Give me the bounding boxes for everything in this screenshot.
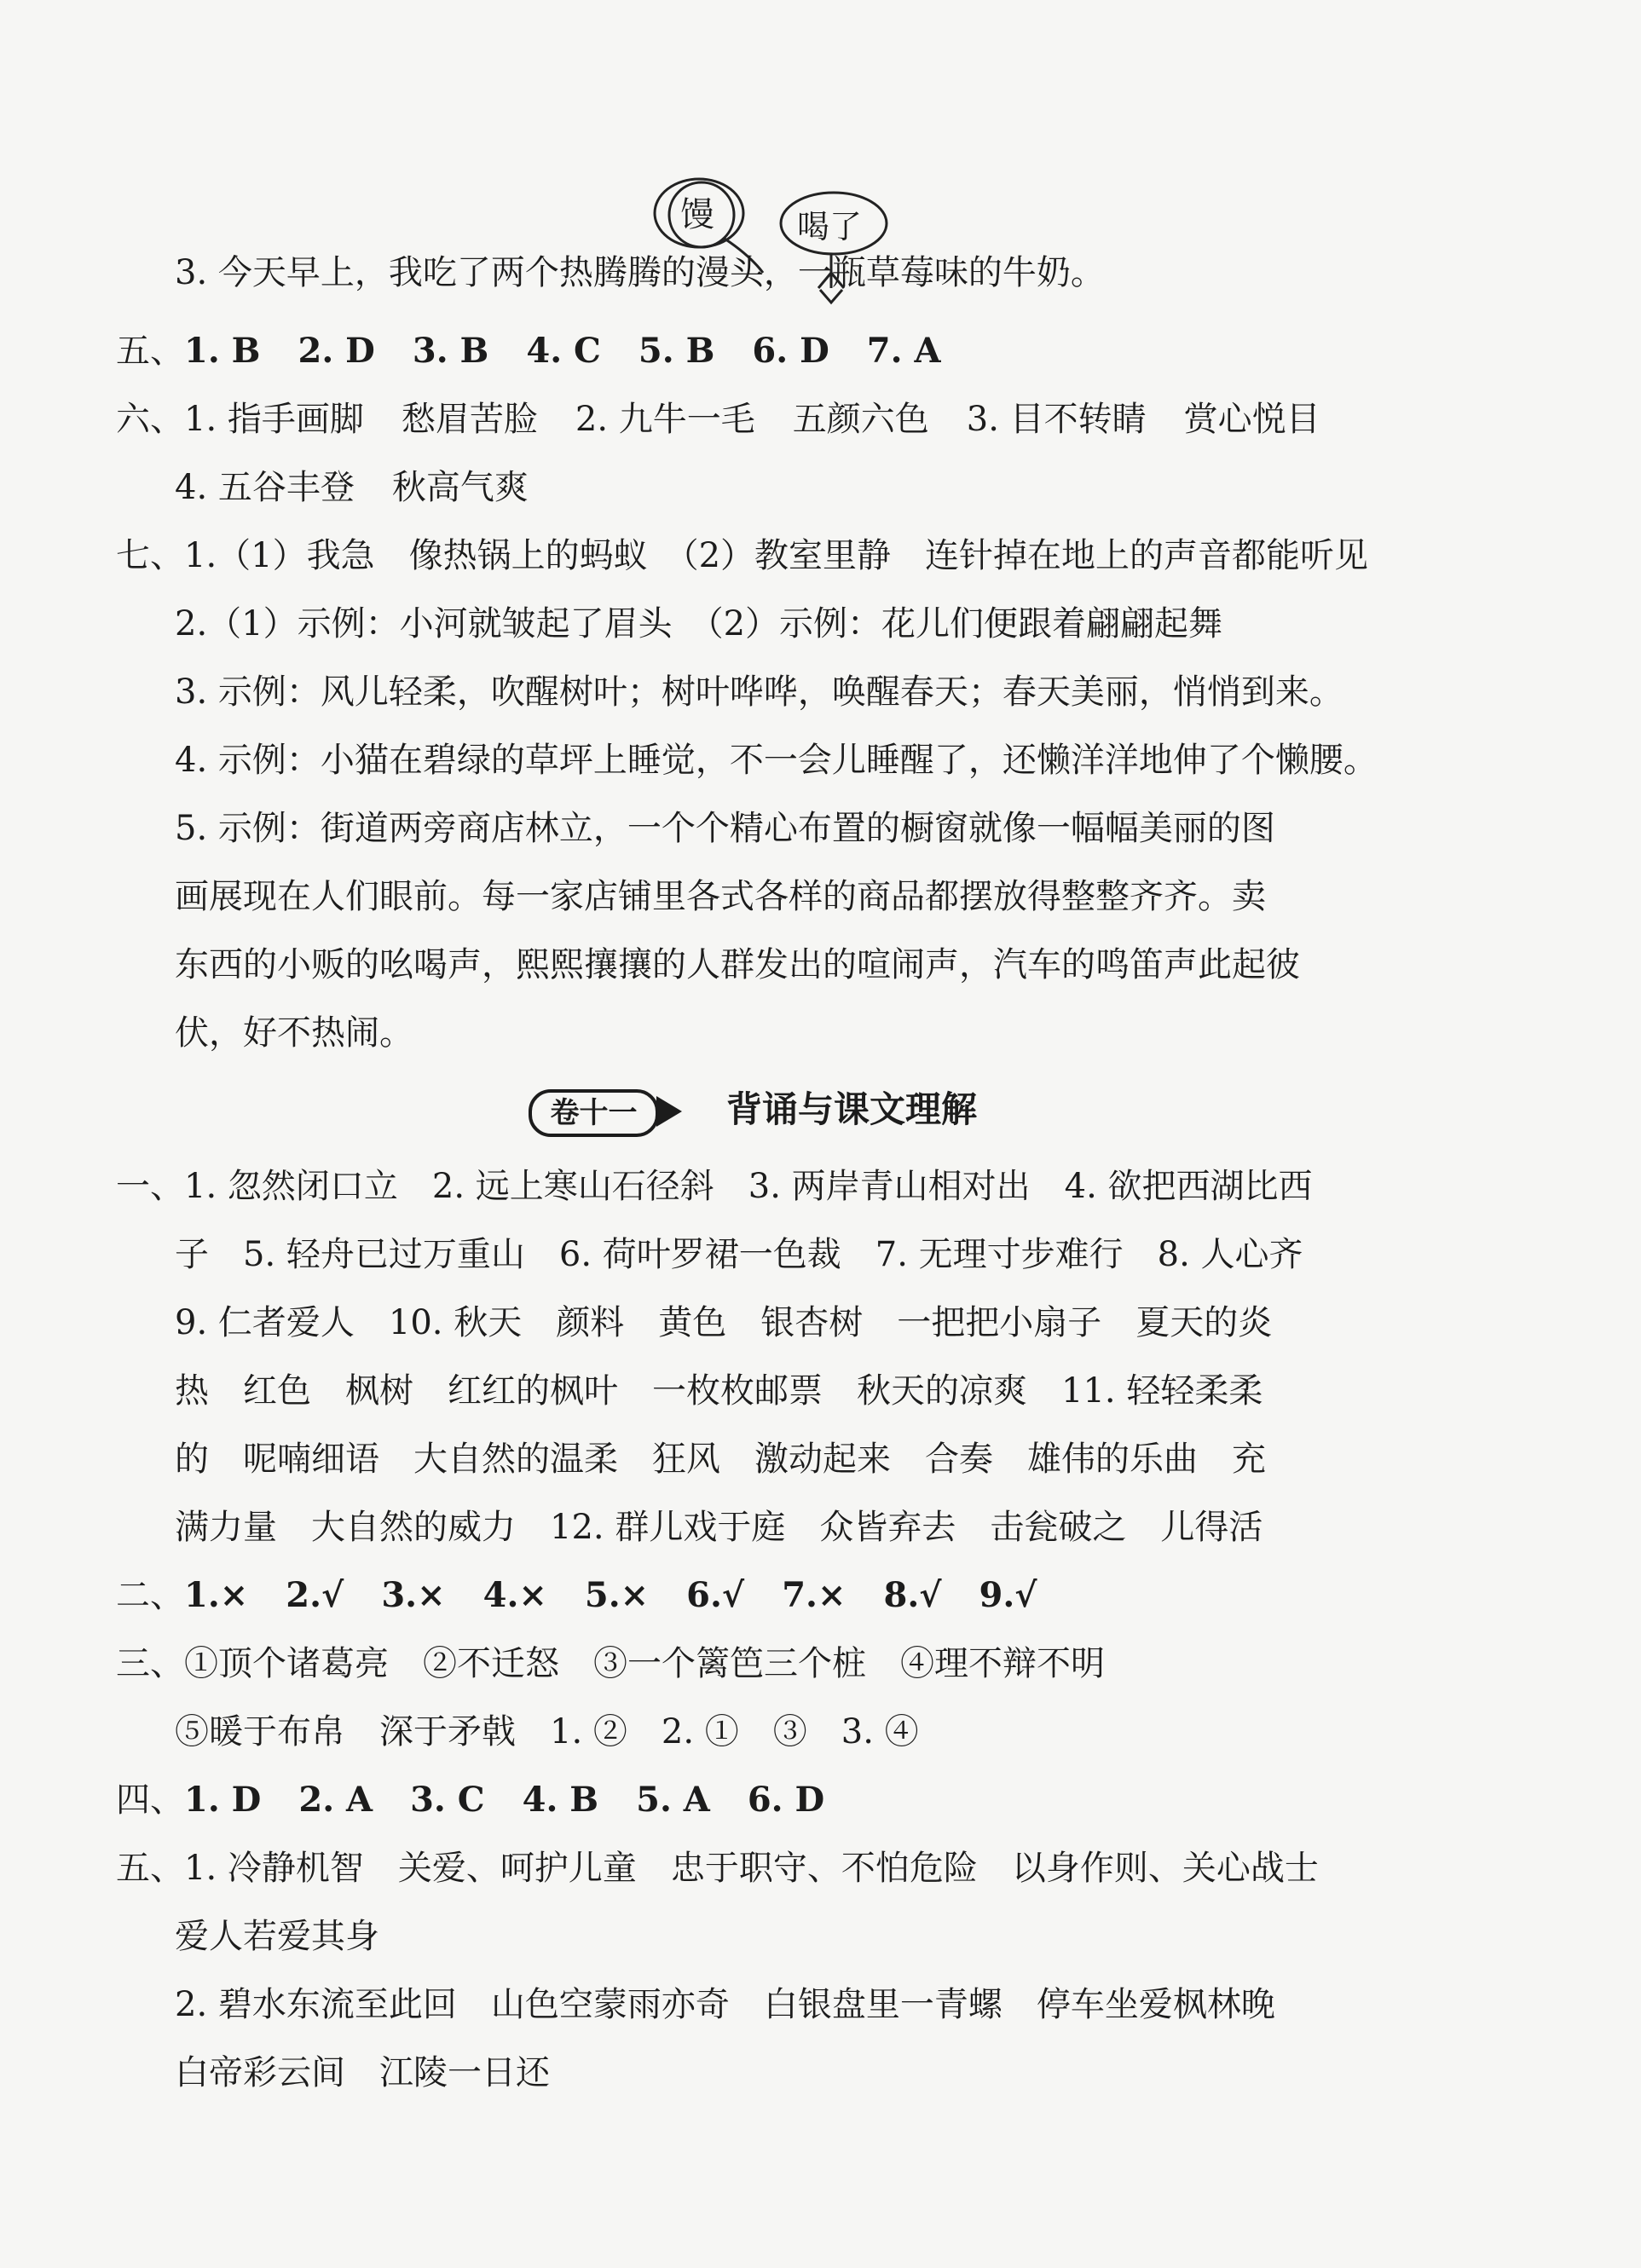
correction-text-1: 馒 [680, 195, 714, 234]
sec5-answer: 4. C [526, 331, 601, 371]
p2-sec2-answer: 9.√ [979, 1575, 1037, 1615]
p2-sec1-row3: 9. 仁者爱人 10. 秋天 颜料 黄色 银杏树 一把把小扇子 夏天的炎 [175, 1303, 1273, 1342]
correction-text-2: 喝了 [797, 208, 863, 245]
p2-sec1-row6: 满力量 大自然的威力 12. 群儿戏于庭 众皆弃去 击瓮破之 儿得活 [175, 1508, 1263, 1547]
sec7-row3: 3. 示例：风儿轻柔，吹醒树叶；树叶哗哗，唤醒春天；春天美丽，悄悄到来。 [175, 672, 1343, 712]
sec6-answer: 愁眉苦脸 [401, 400, 538, 439]
sec7-row7: 东西的小贩的吆喝声，熙熙攘攘的人群发出的喧闹声，汽车的鸣笛声此起彼 [175, 945, 1300, 984]
sec5-answer: 3. B [412, 331, 489, 371]
p2-sec2-answer: 2.√ [286, 1575, 344, 1615]
sec7-row2: 2.（1）示例：小河就皱起了眉头 （2）示例：花儿们便跟着翩翩起舞 [175, 604, 1223, 643]
section-title: 背诵与课文理解 [726, 1088, 978, 1130]
sec7-row4: 4. 示例：小猫在碧绿的草坪上睡觉，不一会儿睡醒了，还懒洋洋地伸了个懒腰。 [175, 741, 1378, 780]
sec6-answer: 赏心悦目 [1183, 400, 1320, 439]
p2-sec5-line: 1. 冷静机智 关爱、呵护儿童 忠于职守、不怕危险 以身作则、关心战士 [184, 1849, 1319, 1888]
p2-sec5-row2: 爱人若爱其身 [175, 1917, 379, 1956]
p2-sec1-row2: 子 5. 轻舟已过万重山 6. 荷叶罗裙一色裁 7. 无理寸步难行 8. 人心齐 [175, 1235, 1303, 1274]
p2-sec2-answer: 3.× [381, 1575, 446, 1615]
sec5-label: 五、 [116, 332, 184, 371]
sec6-answer: 1. 指手画脚 [184, 400, 364, 439]
sec6-answer: 4. 五谷丰登 [175, 468, 355, 507]
p2-sec5-row4: 白帝彩云间 江陵一日还 [175, 2053, 550, 2092]
sec5-answer: 1. B [184, 331, 261, 371]
sec7-row8: 伏，好不热闹。 [175, 1013, 413, 1053]
p2-sec2-row [116, 1570, 1037, 1621]
sec6-label: 六、 [116, 400, 184, 439]
p2-sec2-answer: 6.√ [686, 1575, 745, 1615]
p2-sec2-label: 二、 [116, 1576, 184, 1615]
p2-sec1-row4: 热 红色 枫树 红红的枫叶 一枚枚邮票 秋天的凉爽 11. 轻轻柔柔 [175, 1371, 1263, 1411]
p2-sec4-answer: 4. B [522, 1780, 599, 1820]
p2-sec3-row1 [116, 1638, 1105, 1689]
sec7-label: 七、 [116, 536, 184, 575]
p2-sec4-row [116, 1775, 824, 1826]
p2-sec5-label: 五、 [116, 1849, 184, 1888]
p2-sec4-answer: 1. D [184, 1780, 262, 1820]
sec6-answer: 2. 九牛一毛 [575, 400, 755, 439]
sec7-row1 [116, 530, 1368, 581]
p2-sec2-answer: 8.√ [883, 1575, 942, 1615]
sec6-answer: 3. 目不转睛 [966, 400, 1147, 439]
p2-sec4-answer: 3. C [410, 1780, 485, 1820]
p2-sec1-row1 [116, 1161, 1313, 1212]
p2-sec3-row2: ⑤暖于布帛 深于矛戟 1. ② 2. ① ③ 3. ④ [175, 1712, 919, 1751]
p2-sec4-answer: 5. A [636, 1780, 710, 1820]
p2-sec4-label: 四、 [116, 1780, 184, 1820]
sec4-item3: 3. 今天早上，我吃了两个热腾腾的漫头，一瓶草莓味的牛奶。 [175, 253, 1105, 292]
sec5-row [116, 326, 941, 377]
sec7-line: 1.（1）我急 像热锅上的蚂蚁 （2）教室里静 连针掉在地上的声音都能听见 [184, 536, 1369, 575]
sec7-row5: 5. 示例：街道两旁商店林立，一个个精心布置的橱窗就像一幅幅美丽的图 [175, 809, 1275, 848]
sec6-row1 [116, 394, 1320, 445]
p2-sec1-line: 1. 忽然闭口立 2. 远上寒山石径斜 3. 两岸青山相对出 4. 欲把西湖比西 [184, 1167, 1313, 1206]
p2-sec5-row3: 2. 碧水东流至此回 山色空蒙雨亦奇 白银盘里一青螺 停车坐爱枫林晚 [175, 1985, 1275, 2024]
p2-sec2-answer: 5.× [584, 1575, 650, 1615]
p2-sec2-answer: 7.× [782, 1575, 847, 1615]
arrow-right-icon [656, 1096, 682, 1127]
sec7-row6: 画展现在人们眼前。每一家店铺里各式各样的商品都摆放得整整齐齐。卖 [175, 877, 1266, 916]
p2-sec1-row5: 的 呢喃细语 大自然的温柔 狂风 激动起来 合奏 雄伟的乐曲 充 [175, 1440, 1266, 1479]
sec5-answer: 6. D [752, 331, 829, 371]
sec6-row2 [175, 462, 529, 513]
sec5-answer: 2. D [298, 331, 375, 371]
p2-sec4-answer: 6. D [747, 1780, 825, 1820]
p2-sec1-label: 一、 [116, 1167, 184, 1206]
p2-sec2-answer: 1.× [184, 1575, 249, 1615]
p2-sec3-line: ①顶个诸葛亮 ②不迁怒 ③一个篱笆三个桩 ④理不辩不明 [184, 1644, 1105, 1683]
sec5-answer: 5. B [638, 331, 715, 371]
sec5-answer: 7. A [866, 331, 941, 371]
sec6-answer: 五颜六色 [792, 400, 929, 439]
p2-sec2-answer: 4.× [482, 1575, 547, 1615]
p2-sec5-row1 [116, 1843, 1319, 1894]
p2-sec3-label: 三、 [116, 1644, 184, 1683]
sec6-answer: 秋高气爽 [391, 468, 529, 507]
p2-sec4-answer: 2. A [298, 1780, 373, 1820]
section-pill: 卷十一 [529, 1089, 659, 1137]
